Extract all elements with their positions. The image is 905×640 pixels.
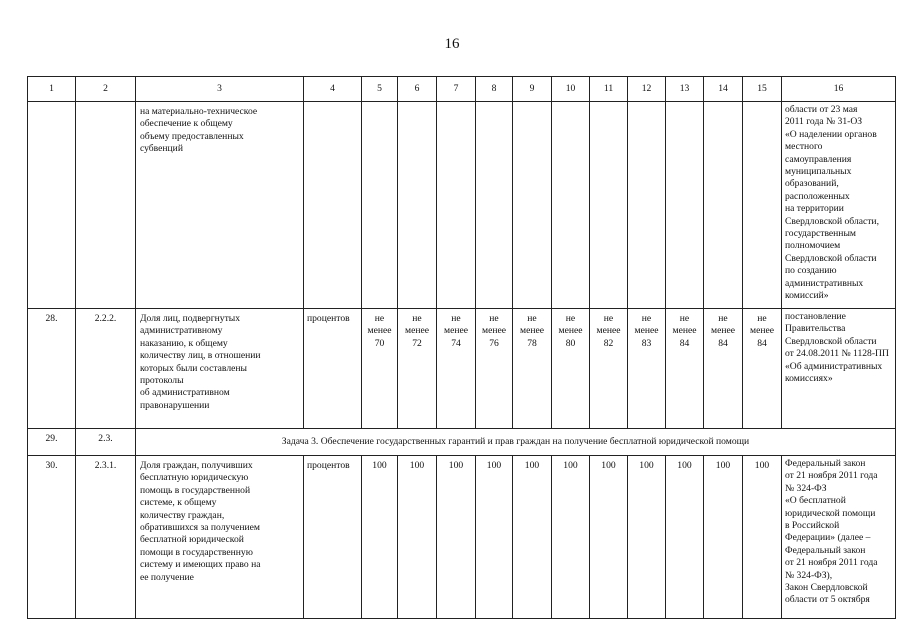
value-cell (552, 102, 590, 309)
column-header: 2 (76, 77, 136, 102)
column-header: 1 (28, 77, 76, 102)
source-document-cell: постановление Правительства Свердловской области от 24.08.2011 № 1128-ПП «Об административных комиссиях» (782, 309, 896, 429)
column-header: 12 (628, 77, 666, 102)
table-row (28, 102, 896, 309)
table-header-row (28, 77, 896, 102)
value-cell: 100 (398, 456, 437, 619)
table-row (28, 309, 896, 429)
column-header: 11 (590, 77, 628, 102)
column-header: 9 (513, 77, 552, 102)
page-number: 16 (444, 36, 460, 52)
value-cell: не менее 74 (437, 309, 476, 429)
column-header: 4 (304, 77, 362, 102)
column-header: 3 (136, 77, 304, 102)
value-cell: не менее 80 (552, 309, 590, 429)
value-cell: 100 (362, 456, 398, 619)
column-header: 13 (666, 77, 704, 102)
value-cell (513, 102, 552, 309)
value-cell (476, 102, 513, 309)
value-cell: 100 (476, 456, 513, 619)
value-cell: 100 (743, 456, 782, 619)
column-header: 14 (704, 77, 743, 102)
column-header: 8 (476, 77, 513, 102)
value-cell: не менее 82 (590, 309, 628, 429)
row-code-cell: 2.3. (76, 429, 136, 456)
indicator-name-cell: Доля лиц, подвергнутых административному наказанию, к общему количеству лиц, в отношении которых были составлены протоколы об административном правонарушении (136, 309, 304, 429)
row-code-cell: 2.3.1. (76, 456, 136, 619)
column-header: 15 (743, 77, 782, 102)
value-cell: не менее 84 (704, 309, 743, 429)
indicator-name-cell: Доля граждан, получивших бесплатную юридическую помощь в государственной системе, к общему количеству граждан, обратившихся за получением бесплатной юридической помощи в государственную систему и имеющих право на ее получение (136, 456, 304, 619)
row-code-cell: 2.2.2. (76, 309, 136, 429)
table-row (28, 456, 896, 619)
column-header: 7 (437, 77, 476, 102)
column-header: 6 (398, 77, 437, 102)
value-cell: 100 (590, 456, 628, 619)
value-cell: 100 (704, 456, 743, 619)
value-cell: 100 (628, 456, 666, 619)
unit-cell: процентов (304, 456, 362, 619)
row-number-cell: 28. (28, 309, 76, 429)
value-cell (628, 102, 666, 309)
value-cell: не менее 76 (476, 309, 513, 429)
source-document-cell: области от 23 мая 2011 года № 31-ОЗ «О наделении органов местного самоуправления муниципальных образований, расположенных на территории Свердловской области, государственным полномочием Свердловской области по созданию административных комиссий» (782, 102, 896, 309)
value-cell: не менее 70 (362, 309, 398, 429)
indicators-table (27, 76, 896, 619)
row-number-cell: 30. (28, 456, 76, 619)
unit-cell: процентов (304, 309, 362, 429)
column-header: 16 (782, 77, 896, 102)
row-number-cell: 29. (28, 429, 76, 456)
value-cell: 100 (552, 456, 590, 619)
value-cell: не менее 72 (398, 309, 437, 429)
value-cell (743, 102, 782, 309)
value-cell: 100 (437, 456, 476, 619)
value-cell (437, 102, 476, 309)
value-cell (362, 102, 398, 309)
table-row (28, 429, 896, 456)
value-cell: 100 (513, 456, 552, 619)
value-cell: не менее 78 (513, 309, 552, 429)
value-cell (704, 102, 743, 309)
task-heading-cell: Задача 3. Обеспечение государственных гарантий и прав граждан на получение бесплатной юридической помощи (136, 429, 896, 456)
value-cell: 100 (666, 456, 704, 619)
row-code-cell (76, 102, 136, 309)
value-cell (398, 102, 437, 309)
value-cell: не менее 84 (743, 309, 782, 429)
value-cell: не менее 84 (666, 309, 704, 429)
value-cell: не менее 83 (628, 309, 666, 429)
column-header: 10 (552, 77, 590, 102)
value-cell (666, 102, 704, 309)
row-number-cell (28, 102, 76, 309)
column-header: 5 (362, 77, 398, 102)
indicator-name-cell: на материально-техническое обеспечение к общему объему предоставленных субвенций (136, 102, 304, 309)
source-document-cell: Федеральный закон от 21 ноября 2011 года № 324-ФЗ «О бесплатной юридической помощи в Российской Федерации» (далее – Федеральный закон от 21 ноября 2011 года № 324-ФЗ), Закон Свердловской области от 5 октября (782, 456, 896, 619)
value-cell (590, 102, 628, 309)
unit-cell (304, 102, 362, 309)
